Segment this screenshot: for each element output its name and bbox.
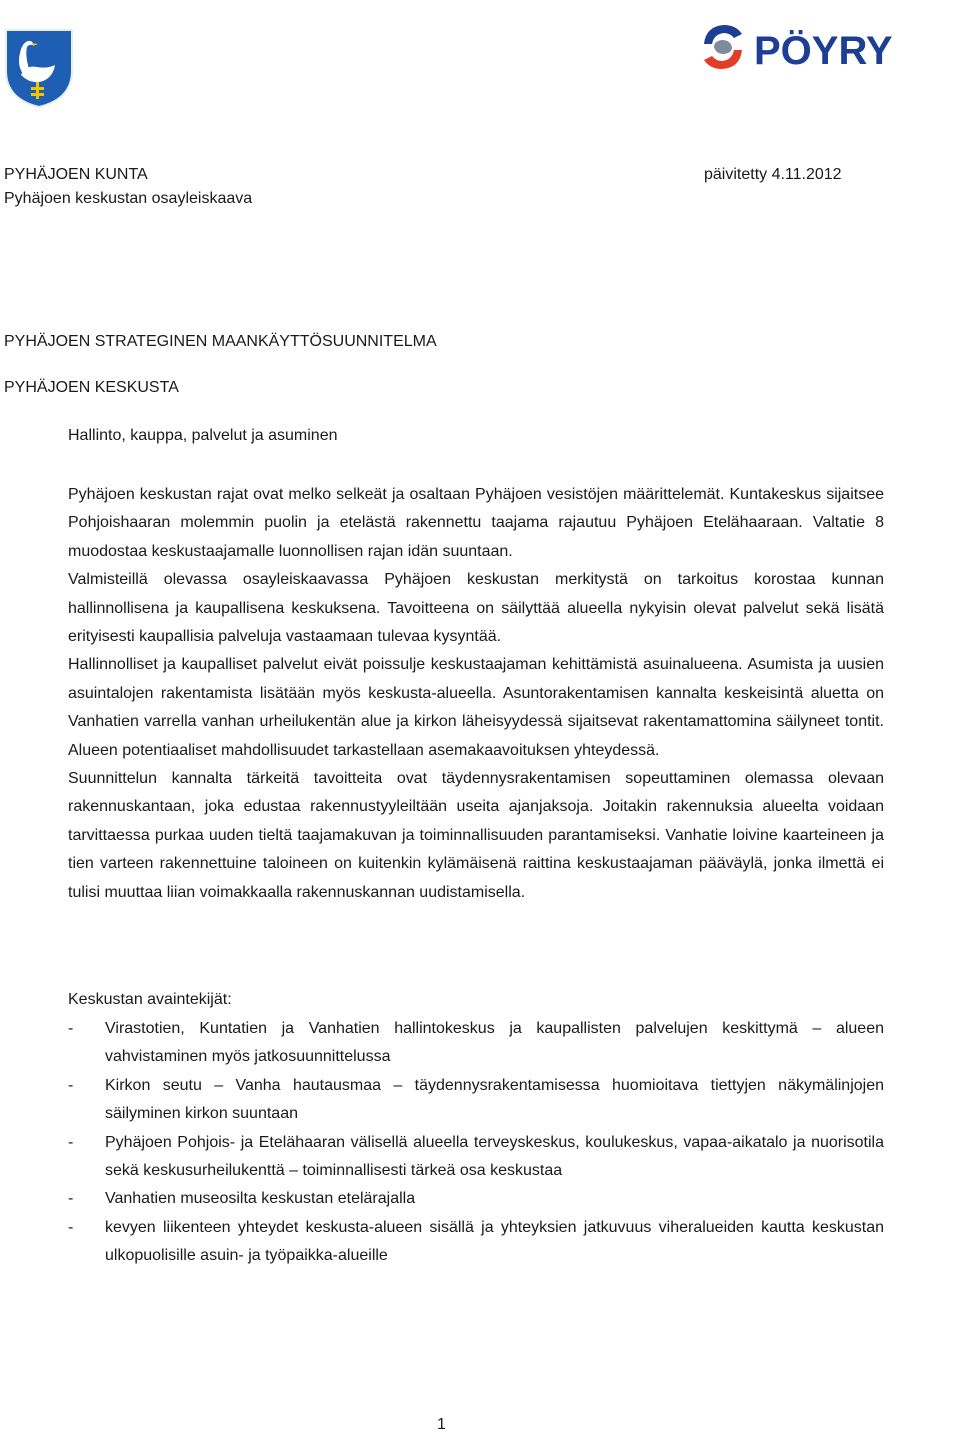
poyry-swirl-icon (704, 25, 742, 69)
main-title: PYHÄJOEN STRATEGINEN MAANKÄYTTÖSUUNNITELMA (4, 333, 437, 350)
paragraph: Hallinnolliset ja kaupalliset palvelut eivät poissulje keskustaajaman kehittämistä asuinalueena. Asumista ja uusien asuintalojen rakentamista lisätään myös keskusta-alueella. Asuntorakentamisen kannalta keskeisintä aluetta on Vanhatien varrella vanhan urheilukentän alue ja kirkon läheisyydessä sijaitsevat rakentamattomina säilyneet tontit. Alueen potentiaaliset mahdollisuudet tarkastellaan asemakaavoituksen yhteydessä. (68, 656, 884, 759)
bullet-dash: - (68, 1190, 74, 1208)
list-item (68, 1185, 884, 1213)
pyhajoki-coat-of-arms-swan-icon (3, 27, 75, 109)
list-item (68, 1015, 884, 1072)
list-item-text: Pyhäjoen Pohjois- ja Etelähaaran välisellä alueella terveyskeskus, koulukeskus, vapaa-aikatalo ja nuorisotila sekä keskusurheilukenttä – toiminnallisesti tärkeä osa keskustaa (105, 1133, 884, 1180)
list-item (68, 1072, 884, 1129)
key-points-list (68, 1015, 884, 1271)
paragraph: Suunnittelun kannalta tärkeitä tavoitteita ovat täydennysrakentamisen sopeuttaminen olemassa olevaan rakennuskantaan, joka edustaa rakennustyyleiltään useita ajanjaksoja. Joitakin rakennuksia alueelta voidaan tarvittaessa purkaa uuden tieltä taajamakuvan ja toiminnallisuuden parantamiseksi. Vanhatie loivine kaarteineen ja tien varteen rakennettuine taloineen on kuitenkin kylämäisenä raittina keskustaajaman pääväylä, jonka ilmettä ei tulisi muuttaa liian voimakkaalla rakennuskannan uudistamisella. (68, 770, 884, 901)
key-points-title: Keskustan avaintekijät: (68, 991, 232, 1008)
municipality-name: PYHÄJOEN KUNTA (4, 166, 148, 183)
document-header (4, 163, 252, 211)
bullet-dash: - (68, 1133, 74, 1151)
list-item-text: Vanhatien museosilta keskustan etelärajalla (105, 1190, 416, 1208)
updated-date: päivitetty 4.11.2012 (704, 166, 842, 183)
poyry-logo (698, 20, 940, 76)
sub-title: PYHÄJOEN KESKUSTA (4, 379, 179, 396)
list-item (68, 1214, 884, 1271)
bullet-dash: - (68, 1218, 74, 1236)
plan-name: Pyhäjoen keskustan osayleiskaava (4, 190, 253, 207)
paragraph: Pyhäjoen keskustan rajat ovat melko selkeät ja osaltaan Pyhäjoen vesistöjen määrittelemät. Kuntakeskus sijaitsee Pohjoishaaran molemmin puolin ja etelästä rakennettu taajama rajautuu Pyhäjoen Etelähaaraan. Valtatie 8 muodostaa keskustaajamalle luonnollisen rajan idän suuntaan. (68, 486, 884, 560)
list-item-text: Kirkon seutu – Vanha hautausmaa – täydennysrakentamisessa huomioitava tiettyjen näkymälinjojen säilyminen kirkon suuntaan (105, 1076, 884, 1123)
bullet-dash: - (68, 1020, 74, 1037)
svg-text:PÖYRY: PÖYRY (754, 29, 893, 73)
bullet-dash: - (68, 1076, 74, 1094)
list-item-text: Virastotien, Kuntatien ja Vanhatien hallintokeskus ja kaupallisten palvelujen keskittymä – alueen vahvistaminen myös jatkosuunnittelussa (105, 1020, 884, 1066)
list-item (68, 1129, 884, 1186)
section-title: Hallinto, kauppa, palvelut ja asuminen (68, 427, 338, 444)
paragraph: Valmisteillä olevassa osayleiskaavassa Pyhäjoen keskustan merkitystä on tarkoitus korostaa kunnan hallinnollisena ja kaupallisena keskuksena. Tavoitteena on säilyttää alueella nykyisin olevat palvelut sekä lisätä erityisesti kaupallisia palveluja vastaamaan tulevaa kysyntää. (68, 571, 884, 646)
list-item-text: kevyen liikenteen yhteydet keskusta-alueen sisällä ja yhteyksien jatkuvuus viheralueiden kautta keskustan ulkopuolisille asuin- ja työpaikka-alueille (105, 1218, 884, 1265)
page-number: 1 (437, 1416, 446, 1433)
body-text (68, 481, 884, 907)
